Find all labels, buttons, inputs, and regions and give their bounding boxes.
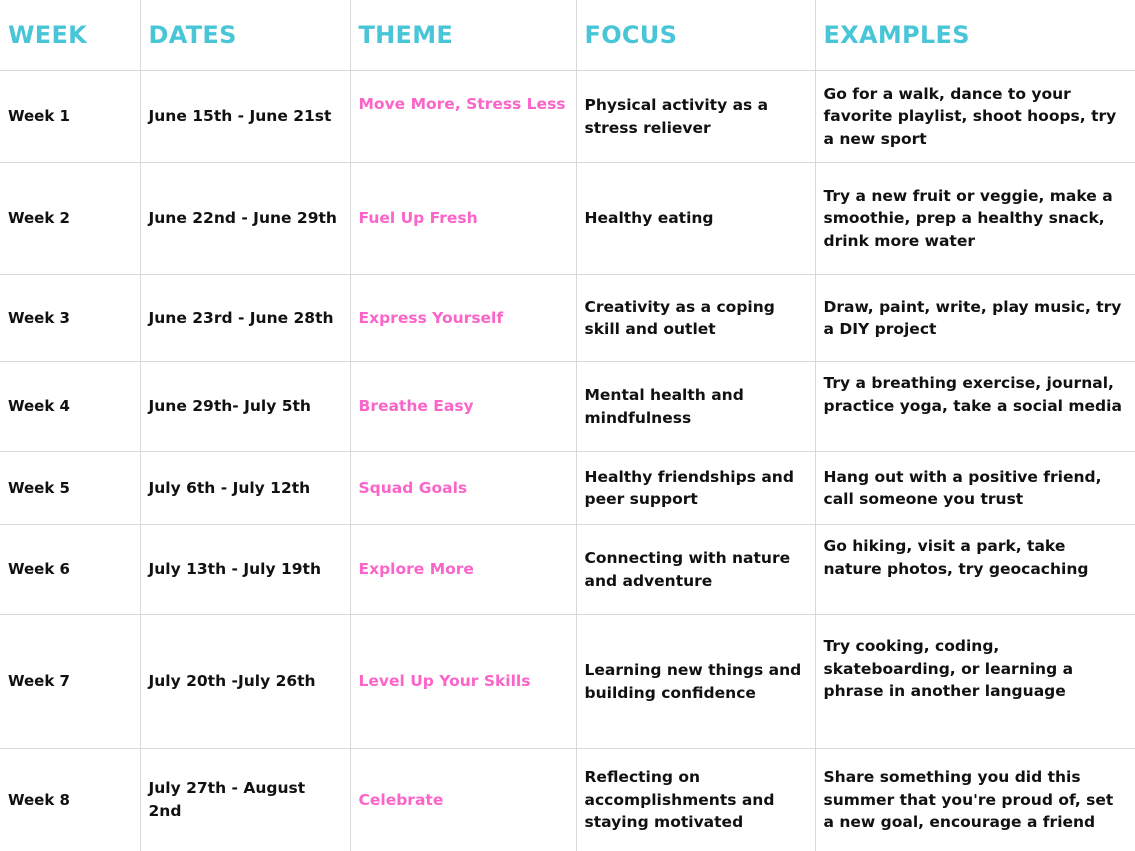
- header-dates: DATES: [140, 0, 350, 71]
- theme-cell: Celebrate: [350, 749, 576, 851]
- table-row: [0, 163, 1135, 275]
- examples-cell: Go for a walk, dance to your favorite playlist, shoot hoops, try a new sport: [815, 71, 1135, 163]
- week-cell: Week 1: [0, 71, 140, 163]
- focus-cell: Healthy eating: [576, 163, 815, 275]
- examples-cell: Draw, paint, write, play music, try a DIY project: [815, 275, 1135, 362]
- focus-cell: Learning new things and building confidence: [576, 615, 815, 749]
- focus-cell: Connecting with nature and adventure: [576, 525, 815, 615]
- table-row: [0, 749, 1135, 851]
- focus-cell: Physical activity as a stress reliever: [576, 71, 815, 163]
- dates-cell: July 27th - August 2nd: [140, 749, 350, 851]
- theme-cell: Explore More: [350, 525, 576, 615]
- dates-cell: June 22nd - June 29th: [140, 163, 350, 275]
- focus-cell: Healthy friendships and peer support: [576, 452, 815, 525]
- dates-cell: July 13th - July 19th: [140, 525, 350, 615]
- table-row: [0, 452, 1135, 525]
- week-cell: Week 8: [0, 749, 140, 851]
- table-row: [0, 362, 1135, 452]
- week-cell: Week 6: [0, 525, 140, 615]
- examples-cell: Hang out with a positive friend, call someone you trust: [815, 452, 1135, 525]
- header-week: WEEK: [0, 0, 140, 71]
- header-examples: EXAMPLES: [815, 0, 1135, 71]
- week-cell: Week 5: [0, 452, 140, 525]
- dates-cell: June 15th - June 21st: [140, 71, 350, 163]
- focus-cell: Creativity as a coping skill and outlet: [576, 275, 815, 362]
- dates-cell: June 29th- July 5th: [140, 362, 350, 452]
- week-cell: Week 3: [0, 275, 140, 362]
- examples-cell: Try cooking, coding, skateboarding, or learning a phrase in another language: [815, 615, 1135, 749]
- theme-cell: Squad Goals: [350, 452, 576, 525]
- theme-cell: Fuel Up Fresh: [350, 163, 576, 275]
- table-row: [0, 525, 1135, 615]
- dates-cell: June 23rd - June 28th: [140, 275, 350, 362]
- examples-cell: Share something you did this summer that you're proud of, set a new goal, encourage a friend: [815, 749, 1135, 851]
- table-row: [0, 275, 1135, 362]
- dates-cell: July 20th -July 26th: [140, 615, 350, 749]
- week-cell: Week 2: [0, 163, 140, 275]
- theme-cell: Move More, Stress Less: [350, 71, 576, 163]
- header-row: [0, 0, 1135, 71]
- examples-cell: Go hiking, visit a park, take nature photos, try geocaching: [815, 525, 1135, 615]
- header-theme: THEME: [350, 0, 576, 71]
- theme-cell: Level Up Your Skills: [350, 615, 576, 749]
- week-cell: Week 7: [0, 615, 140, 749]
- header-focus: FOCUS: [576, 0, 815, 71]
- focus-cell: Reflecting on accomplishments and staying motivated: [576, 749, 815, 851]
- table-row: [0, 71, 1135, 163]
- table-row: [0, 615, 1135, 749]
- theme-cell: Express Yourself: [350, 275, 576, 362]
- theme-cell: Breathe Easy: [350, 362, 576, 452]
- dates-cell: July 6th - July 12th: [140, 452, 350, 525]
- focus-cell: Mental health and mindfulness: [576, 362, 815, 452]
- week-cell: Week 4: [0, 362, 140, 452]
- examples-cell: Try a breathing exercise, journal, practice yoga, take a social media: [815, 362, 1135, 452]
- examples-cell: Try a new fruit or veggie, make a smoothie, prep a healthy snack, drink more water: [815, 163, 1135, 275]
